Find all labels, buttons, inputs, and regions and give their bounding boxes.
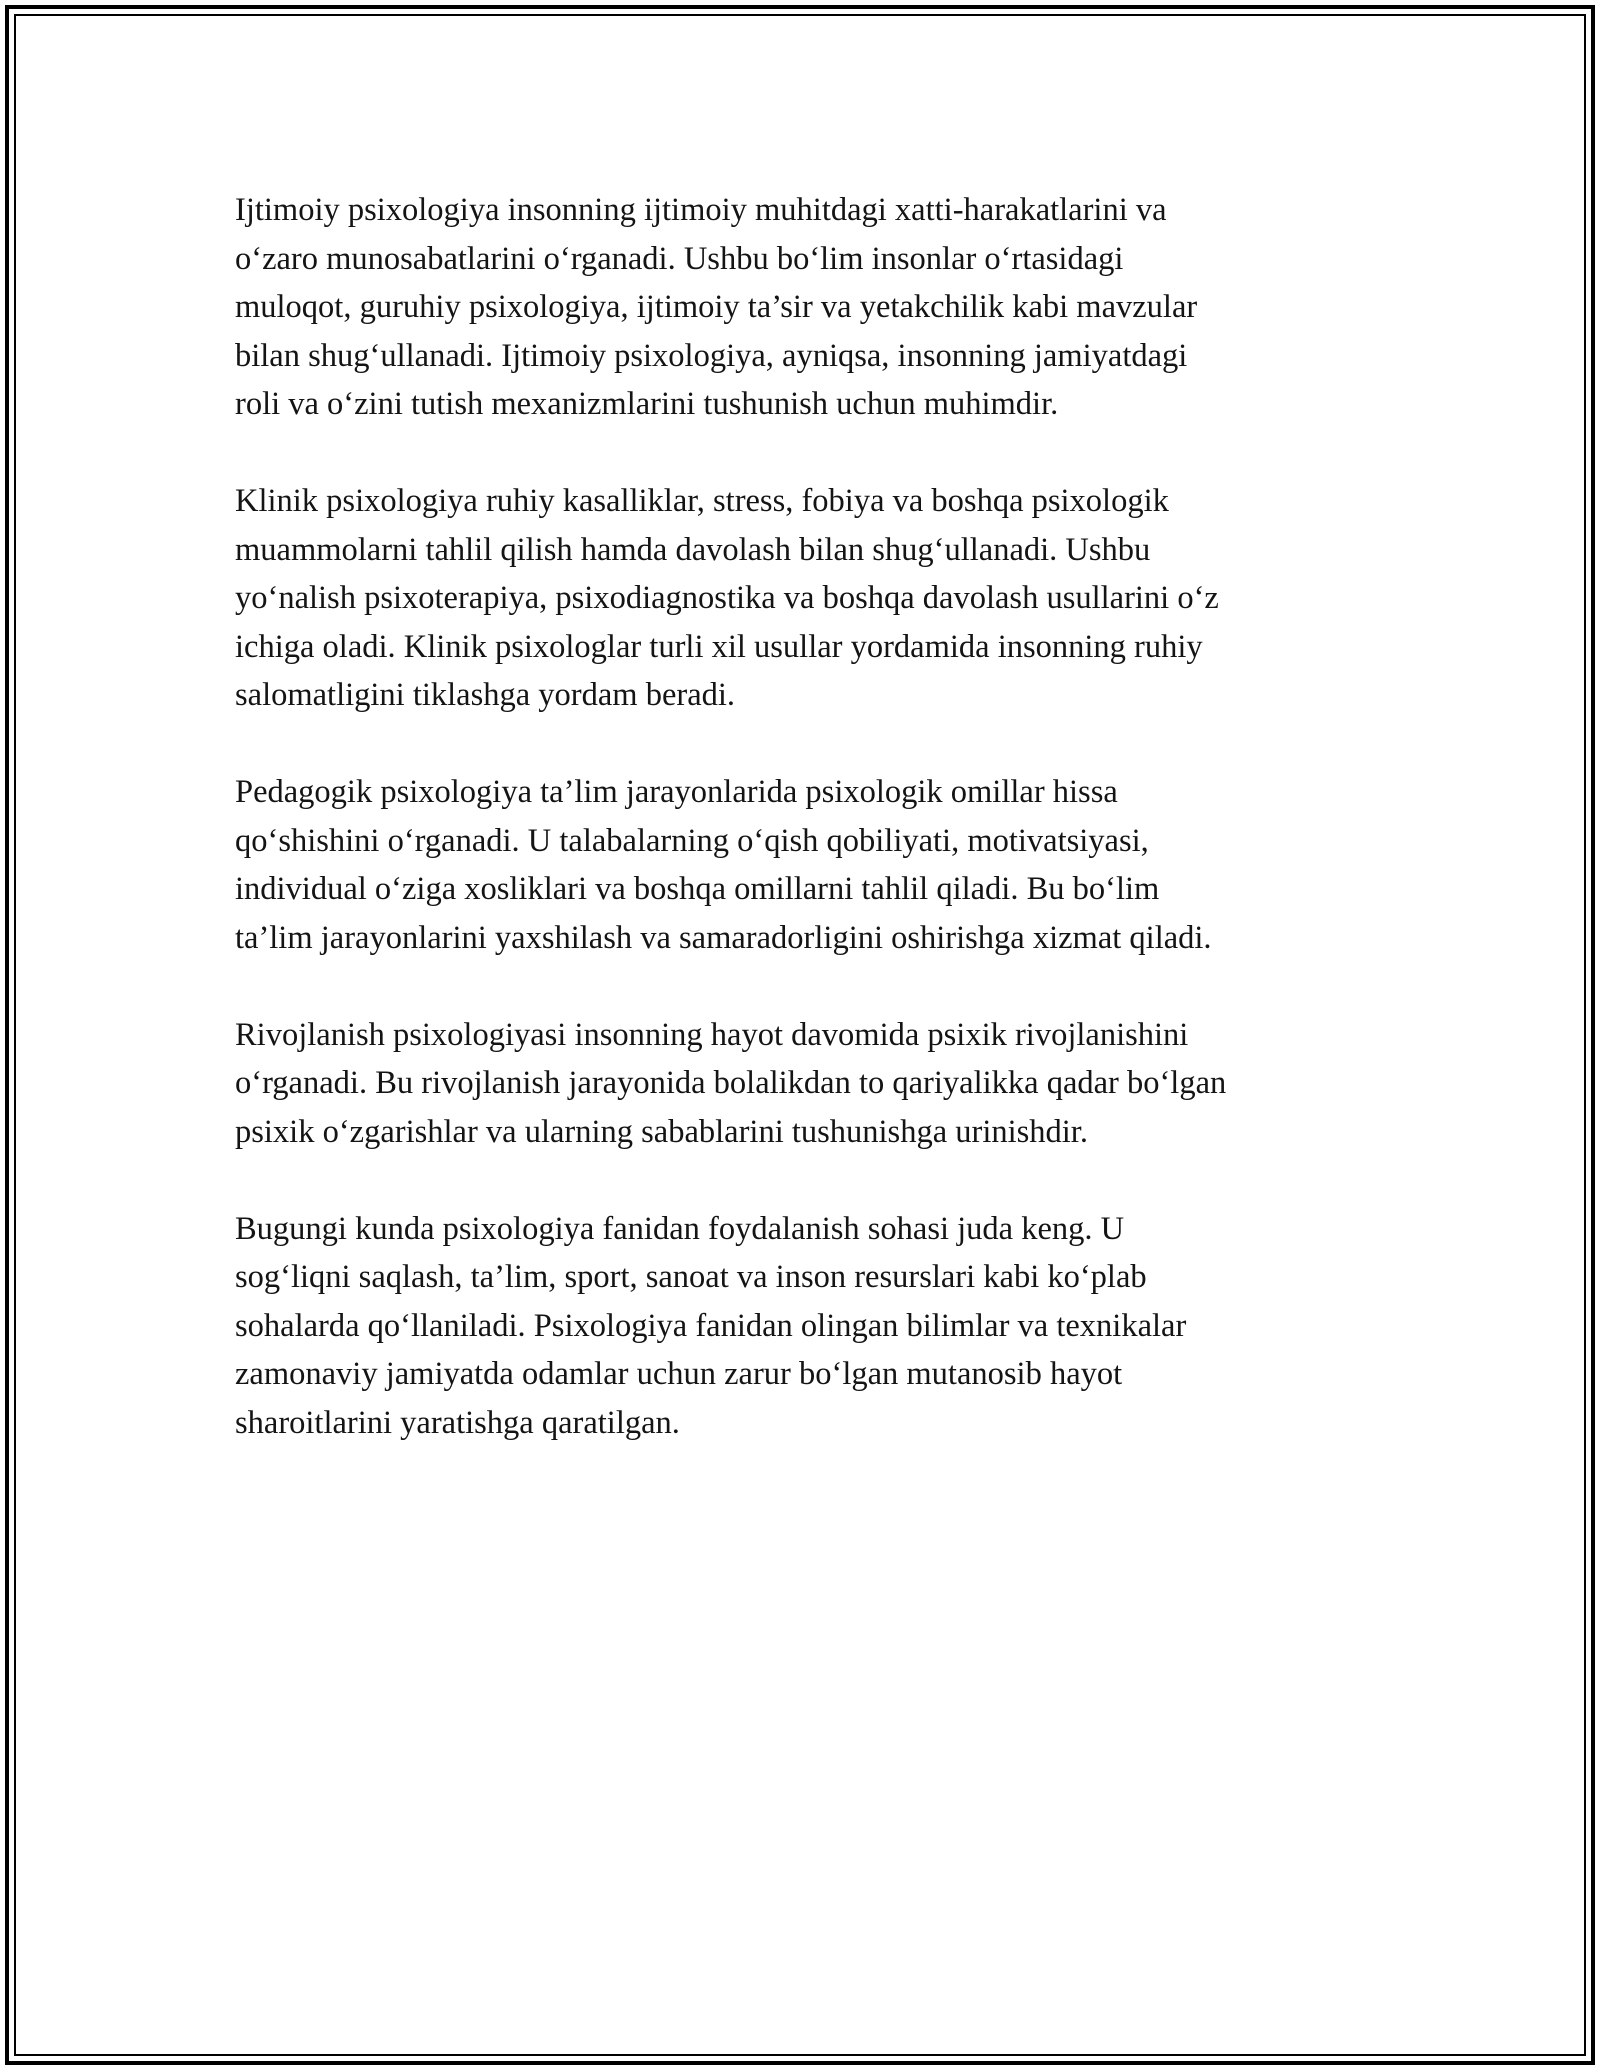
text-line: individual o‘ziga xosliklari va boshqa omillarni tahlil qiladi. Bu bo‘lim <box>235 871 1160 907</box>
paragraph-clinical-psychology <box>235 477 1385 720</box>
paragraph-social-psychology <box>235 186 1385 429</box>
paragraph-applied-psychology <box>235 1205 1385 1448</box>
text-line: o‘rganadi. Bu rivojlanish jarayonida bolalikdan to qariyalikka qadar bo‘lgan <box>235 1065 1227 1101</box>
text-line: sog‘liqni saqlash, ta’lim, sport, sanoat va inson resurslari kabi ko‘plab <box>235 1259 1147 1295</box>
text-line: ichiga oladi. Klinik psixologlar turli xil usullar yordamida insonning ruhiy <box>235 628 1203 665</box>
paragraph-pedagogical-psychology <box>235 768 1385 962</box>
text-line: sharoitlarini yaratishga qaratilgan. <box>235 1404 680 1441</box>
text-line: Bugungi kunda psixologiya fanidan foydalanish sohasi juda keng. U <box>235 1210 1125 1247</box>
text-line: o‘zaro munosabatlarini o‘rganadi. Ushbu bo‘lim insonlar o‘rtasidagi <box>235 240 1124 277</box>
text-line: qo‘shishini o‘rganadi. U talabalarning o‘qish qobiliyati, motivatsiyasi, <box>235 822 1149 859</box>
text-line: Pedagogik psixologiya ta’lim jarayonlarida psixologik omillar hissa <box>235 774 1118 810</box>
text-line: muloqot, guruhiy psixologiya, ijtimoiy ta’sir va yetakchilik kabi mavzular <box>235 289 1198 325</box>
text-line: Ijtimoiy psixologiya insonning ijtimoiy muhitdagi xatti-harakatlarini va <box>235 192 1167 228</box>
text-line: zamonaviy jamiyatda odamlar uchun zarur bo‘lgan mutanosib hayot <box>235 1356 1123 1392</box>
text-line: Rivojlanish psixologiyasi insonning hayot davomida psixik rivojlanishini <box>235 1016 1189 1053</box>
text-line: muammolarni tahlil qilish hamda davolash bilan shug‘ullanadi. Ushbu <box>235 531 1151 568</box>
text-line: roli va o‘zini tutish mexanizmlarini tushunish uchun muhimdir. <box>235 386 1059 422</box>
text-line: Klinik psixologiya ruhiy kasalliklar, stress, fobiya va boshqa psixologik <box>235 483 1169 519</box>
text-line: bilan shug‘ullanadi. Ijtimoiy psixologiya, ayniqsa, insonning jamiyatdagi <box>235 337 1188 374</box>
text-line: sohalarda qo‘llaniladi. Psixologiya fanidan olingan bilimlar va texnikalar <box>235 1307 1187 1344</box>
text-line: yo‘nalish psixoterapiya, psixodiagnostika va boshqa davolash usullarini o‘z <box>235 580 1219 616</box>
text-line: salomatligini tiklashga yordam beradi. <box>235 677 736 713</box>
text-line: ta’lim jarayonlarini yaxshilash va samaradorligini oshirishga xizmat qiladi. <box>235 919 1212 956</box>
text-line: psixik o‘zgarishlar va ularning sabablarini tushunishga urinishdir. <box>235 1113 1088 1150</box>
document-body <box>235 186 1385 1496</box>
paragraph-developmental-psychology <box>235 1011 1385 1157</box>
